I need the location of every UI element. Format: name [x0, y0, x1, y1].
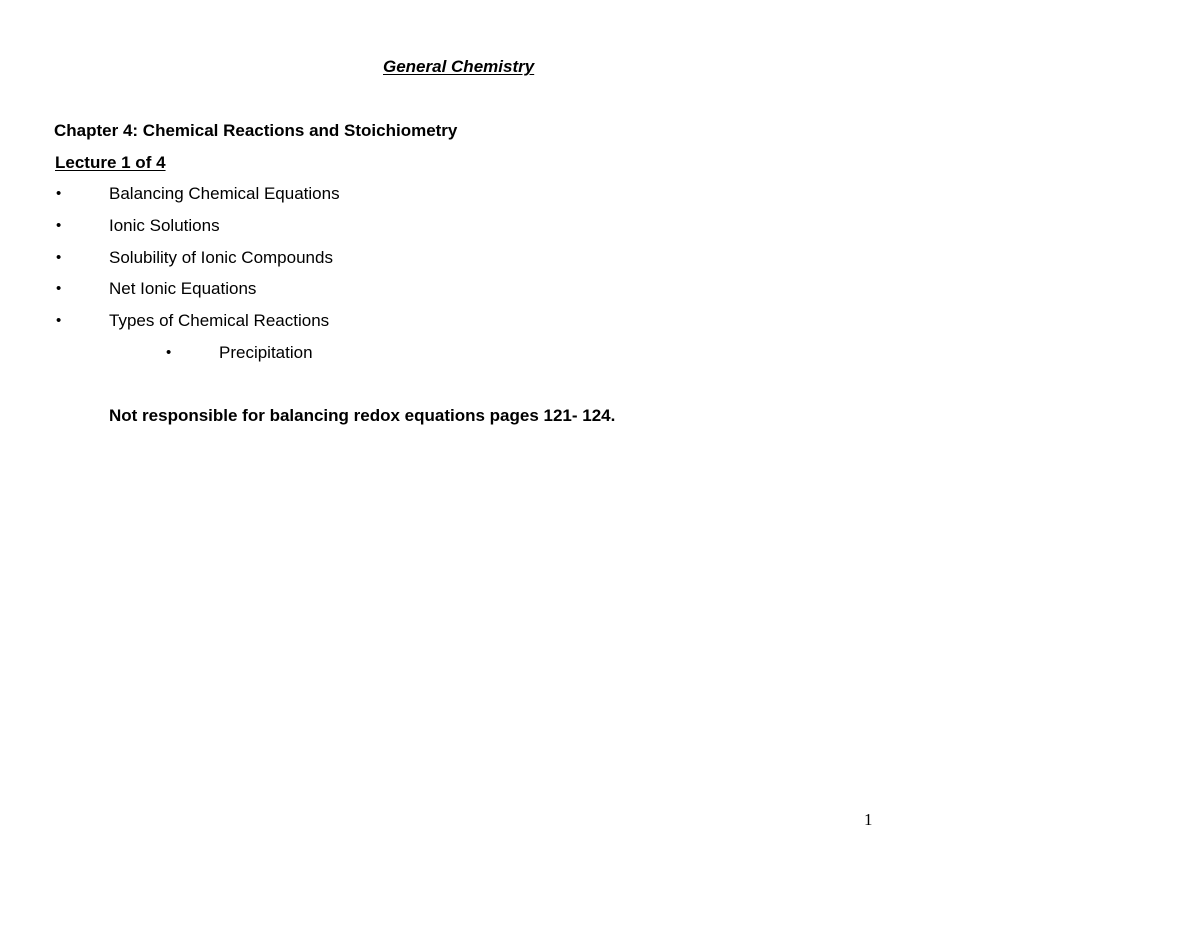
bullet-icon: •: [166, 344, 172, 361]
subtopic-label: Precipitation: [219, 343, 313, 362]
chapter-heading: Chapter 4: Chemical Reactions and Stoichiometry: [54, 121, 458, 140]
topic-label: Solubility of Ionic Compounds: [109, 248, 333, 267]
bullet-icon: •: [56, 185, 62, 202]
topic-label: Types of Chemical Reactions: [109, 311, 330, 330]
bullet-icon: •: [56, 312, 62, 329]
bullet-icon: •: [56, 217, 62, 234]
document-title: General Chemistry: [383, 57, 535, 76]
topic-label: Balancing Chemical Equations: [109, 184, 340, 203]
lecture-heading: Lecture 1 of 4: [55, 153, 166, 172]
responsibility-note: Not responsible for balancing redox equations pages 121- 124.: [109, 406, 616, 425]
bullet-icon: •: [56, 280, 62, 297]
page-number: 1: [864, 810, 873, 829]
topic-label: Ionic Solutions: [109, 216, 220, 235]
bullet-icon: •: [56, 249, 62, 266]
topic-label: Net Ionic Equations: [109, 279, 257, 298]
